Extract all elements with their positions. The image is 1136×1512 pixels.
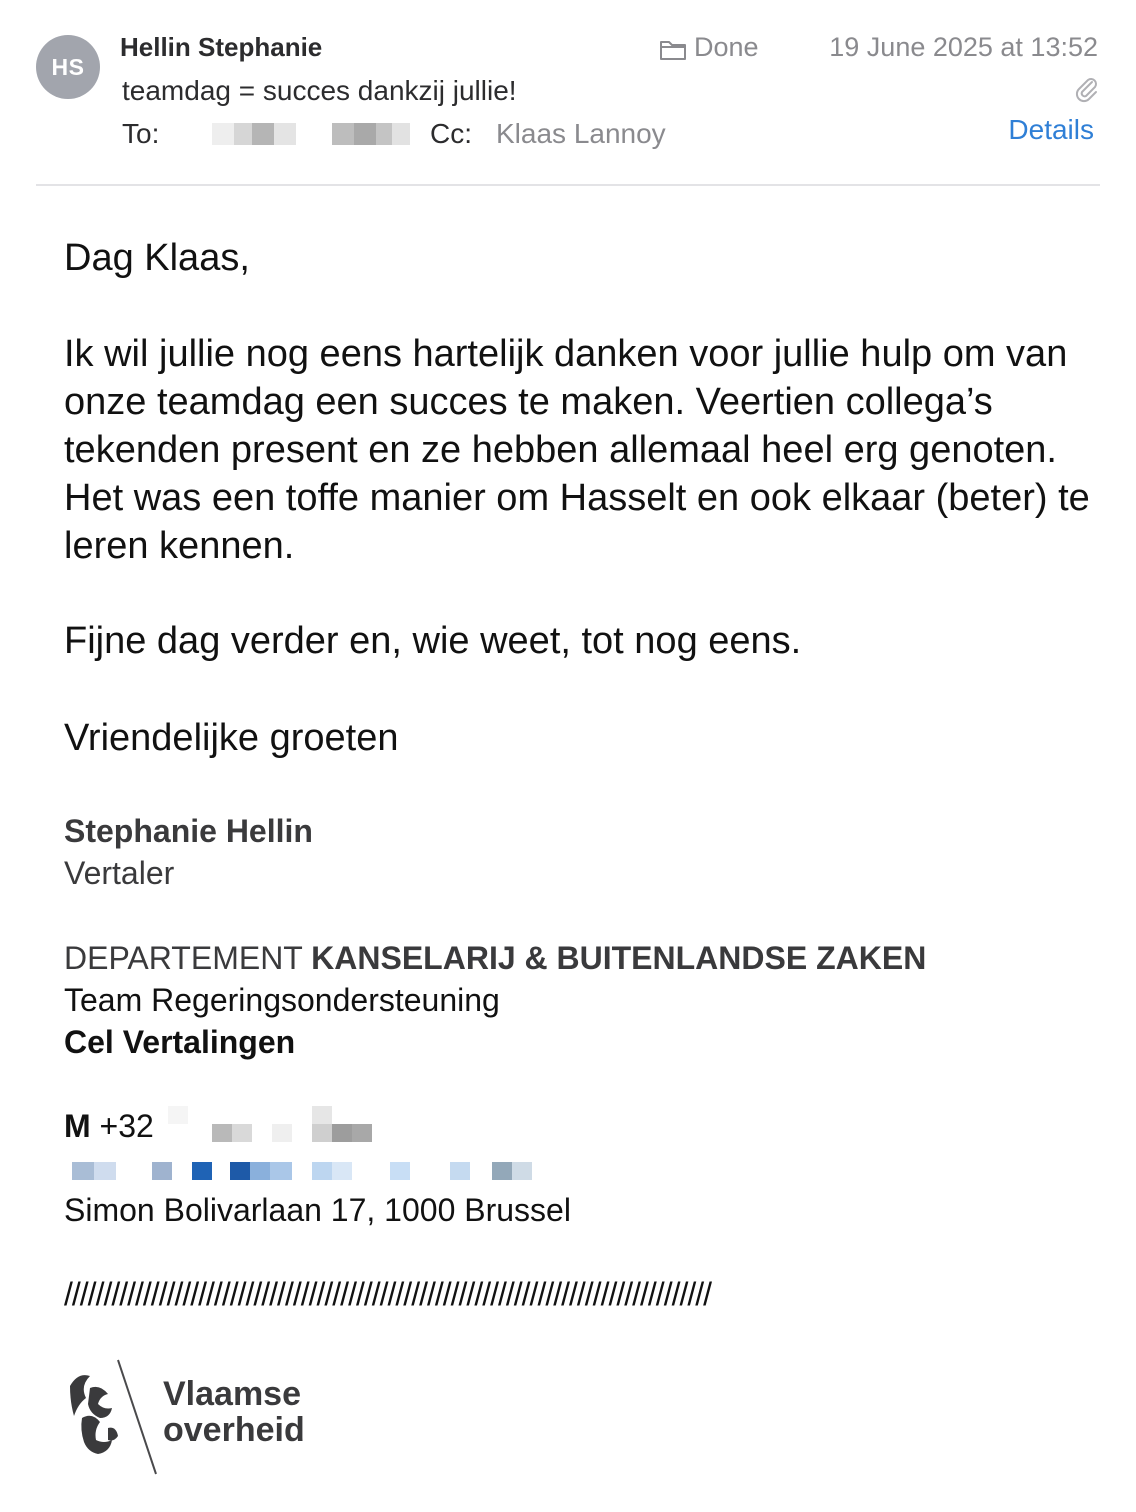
signature-phone — [64, 1105, 154, 1147]
to-label: To: — [122, 118, 160, 149]
signature-role: Vertaler — [64, 855, 175, 891]
body-paragraph-2: Fijne dag verder en, wie weet, tot nog eens. — [64, 620, 802, 662]
message-header — [0, 0, 1136, 186]
signature-team: Team Regeringsondersteuning — [64, 982, 500, 1018]
to-recipient-redacted — [212, 123, 410, 145]
mailbox-folder-label[interactable]: Done — [694, 32, 759, 62]
department-name: KANSELARIJ & BUITENLANDSE ZAKEN — [311, 940, 927, 976]
details-link[interactable]: Details — [1008, 114, 1094, 145]
paperclip-icon[interactable] — [1074, 76, 1100, 104]
signature-name: Stephanie Hellin — [64, 813, 313, 849]
signature-cel: Cel Vertalingen — [64, 1024, 296, 1060]
sender-name[interactable]: Hellin Stephanie — [120, 32, 323, 62]
header-divider — [36, 184, 1100, 186]
sender-avatar[interactable]: HS — [36, 35, 100, 99]
department-prefix: DEPARTEMENT — [64, 940, 303, 976]
subject: teamdag = succes dankzij jullie! — [122, 75, 517, 106]
folder-icon — [659, 39, 687, 61]
email-address-redacted[interactable] — [64, 1154, 584, 1188]
signature-separator: ////////////////////////////////////////////////////////////////////////////////// — [64, 1276, 712, 1312]
signature-address: Simon Bolivarlaan 17, 1000 Brussel — [64, 1192, 571, 1228]
logo-text-line-1: Vlaamse — [163, 1375, 301, 1413]
phone-prefix: +32 — [99, 1108, 154, 1144]
closing: Vriendelijke groeten — [64, 717, 399, 759]
logo-text-line-2: overheid — [163, 1411, 305, 1449]
phone-number-redacted — [168, 1102, 388, 1142]
body-paragraph-1: Ik wil jullie nog eens hartelijk danken voor jullie hulp om van onze teamdag een succes te maken. Veertien collega’s tekenden present en ze hebben allemaal heel erg genoten. Het was een toffe manier om Hasselt en ook elkaar (beter) te leren kennen. — [64, 333, 1090, 567]
signature-department — [64, 937, 926, 979]
phone-label: M — [64, 1108, 91, 1144]
greeting: Dag Klaas, — [64, 237, 250, 279]
cc-label: Cc: — [430, 118, 472, 149]
message-date: 19 June 2025 at 13:52 — [829, 32, 1098, 62]
cc-recipient[interactable]: Klaas Lannoy — [496, 118, 666, 149]
